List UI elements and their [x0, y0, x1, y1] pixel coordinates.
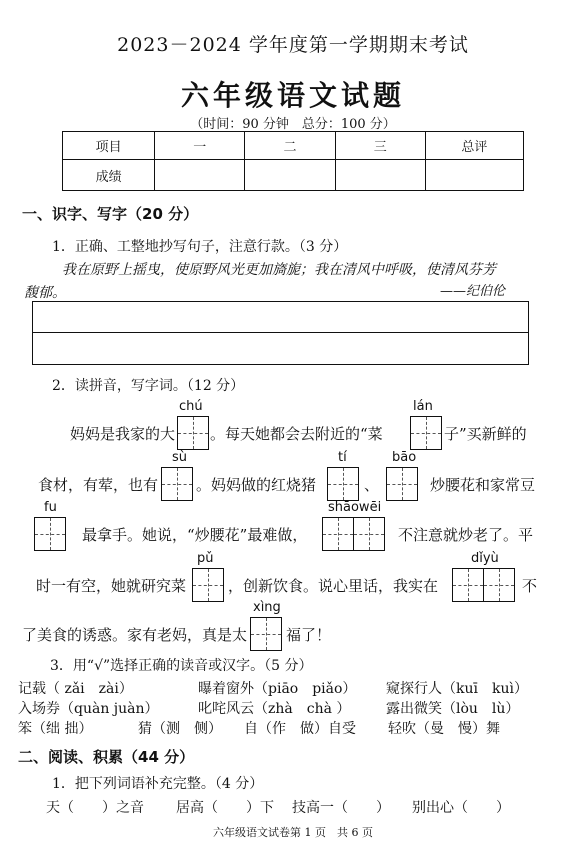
answer-box-su[interactable] — [161, 467, 193, 501]
pinyin-fu: fu — [44, 500, 57, 515]
page-footer: 六年级语文试卷第 1 页 共 6 页 — [213, 826, 373, 839]
s1-q2-line2-c: 、 — [364, 476, 380, 494]
score-cell-3[interactable] — [335, 160, 425, 191]
score-header-3: 三 — [335, 132, 425, 160]
s1-q1-sentence-line2: 馥郁。 — [24, 285, 66, 301]
section1-title: 一、识字、写字（20 分） — [22, 205, 199, 223]
s1-q2-prompt: 2．读拼音，写字词。（12 分） — [52, 378, 245, 394]
score-table — [62, 131, 524, 191]
s1-q1-prompt: 1．正确、工整地抄写句子，注意行款。（3 分） — [52, 239, 348, 255]
idiom-item[interactable]: 技高一（ ） — [292, 800, 390, 816]
answer-box-diyu[interactable] — [452, 568, 515, 602]
answer-box-pu[interactable] — [192, 568, 224, 602]
section2-title: 二、阅读、积累（44 分） — [18, 748, 195, 766]
s1-q2-line1-c: 子”买新鲜的 — [444, 425, 527, 443]
s1-q2-line2-b: 。妈妈做的红烧猪 — [196, 476, 317, 494]
choice-item[interactable]: 记载（ zǎi zài） — [18, 681, 133, 697]
choice-item[interactable]: 笨（绌 拙） — [18, 721, 93, 737]
score-cell-total[interactable] — [425, 160, 523, 191]
idiom-item[interactable]: 居高（ ）下 — [176, 800, 274, 816]
score-header-2: 二 — [245, 132, 335, 160]
s1-q1-sentence-line1: 我在原野上摇曳，使原野风光更加旖旎；我在清风中呼吸，使清风芬芳 — [62, 262, 496, 278]
score-header-total: 总评 — [425, 132, 523, 160]
exam-info: （时间：90 分钟 总分：100 分） — [190, 117, 396, 132]
s1-q2-line2-d: 炒腰花和家常豆 — [430, 476, 536, 494]
s1-q2-line1-b: 。每天她都会去附近的“菜 — [210, 425, 383, 443]
exam-title: 2023－2024 学年度第一学期期末考试 — [117, 34, 469, 56]
s1-q2-line3-b: 不注意就炒老了。平 — [398, 526, 534, 544]
s1-q2-line5-a: 了美食的诱惑。家有老妈，真是太 — [22, 626, 248, 644]
choice-item[interactable]: 入场券（quàn juàn） — [18, 701, 159, 717]
s1-q1-author: ——纪伯伦 — [440, 284, 506, 299]
pinyin-chu: chú — [179, 399, 203, 414]
s1-q2-line1-a: 妈妈是我家的大 — [70, 425, 176, 443]
answer-box-xing[interactable] — [250, 617, 282, 651]
s1-q2-line3-a: 最拿手。她说，“炒腰花”最难做， — [82, 526, 308, 544]
s1-q3-prompt: 3．用“√”选择正确的读音或汉字。（5 分） — [50, 658, 313, 674]
pinyin-shaowei: shāowēi — [328, 500, 382, 515]
score-row-label: 成绩 — [63, 160, 155, 191]
s1-q2-line2-a: 食材，有荤，也有 — [38, 476, 159, 494]
idiom-item[interactable]: 别出心（ ） — [412, 800, 510, 816]
choice-item[interactable]: 轻吹（曼 慢）舞 — [388, 721, 500, 737]
choice-item[interactable]: 猜（测 侧） — [138, 721, 222, 737]
s1-q2-line4-a: 时一有空，她就研究菜 — [36, 577, 187, 595]
paper-title: 六年级语文试题 — [180, 79, 405, 112]
answer-box-lan[interactable] — [410, 416, 442, 450]
s2-q1-prompt: 1．把下列词语补充完整。（4 分） — [52, 776, 264, 792]
s1-q2-line5-b: 福了！ — [286, 626, 332, 644]
score-cell-2[interactable] — [245, 160, 335, 191]
score-header-item: 项目 — [63, 132, 155, 160]
pinyin-su: sù — [172, 450, 188, 465]
s1-q2-line4-c: 不 — [522, 577, 538, 595]
copy-writing-area[interactable] — [32, 301, 529, 365]
pinyin-lan: lán — [413, 399, 433, 414]
score-header-1: 一 — [155, 132, 245, 160]
pinyin-ti: tí — [338, 450, 347, 465]
pinyin-xing: xìng — [253, 600, 281, 615]
choice-item[interactable]: 露出微笑（lòu lù） — [386, 701, 520, 717]
s1-q2-line4-b: ，创新饮食。说心里话，我实在 — [228, 577, 439, 595]
idiom-item[interactable]: 天（ ）之音 — [46, 800, 144, 816]
pinyin-pu: pǔ — [197, 551, 214, 566]
pinyin-bao: bāo — [392, 450, 417, 465]
choice-item[interactable]: 曝着窗外（piāo piǎo） — [198, 681, 357, 697]
score-cell-1[interactable] — [155, 160, 245, 191]
choice-item[interactable]: 窥探行人（kuī kuì） — [386, 681, 528, 697]
answer-box-ti[interactable] — [327, 467, 359, 501]
answer-box-shaowei[interactable] — [322, 517, 385, 551]
choice-item[interactable]: 叱咤风云（zhà chà ） — [198, 701, 351, 717]
answer-box-bao[interactable] — [386, 467, 418, 501]
choice-item[interactable]: 自（作 做）自受 — [244, 721, 356, 737]
pinyin-diyu: dǐyù — [471, 551, 499, 566]
answer-box-chu[interactable] — [177, 416, 209, 450]
answer-box-fu[interactable] — [34, 517, 66, 551]
